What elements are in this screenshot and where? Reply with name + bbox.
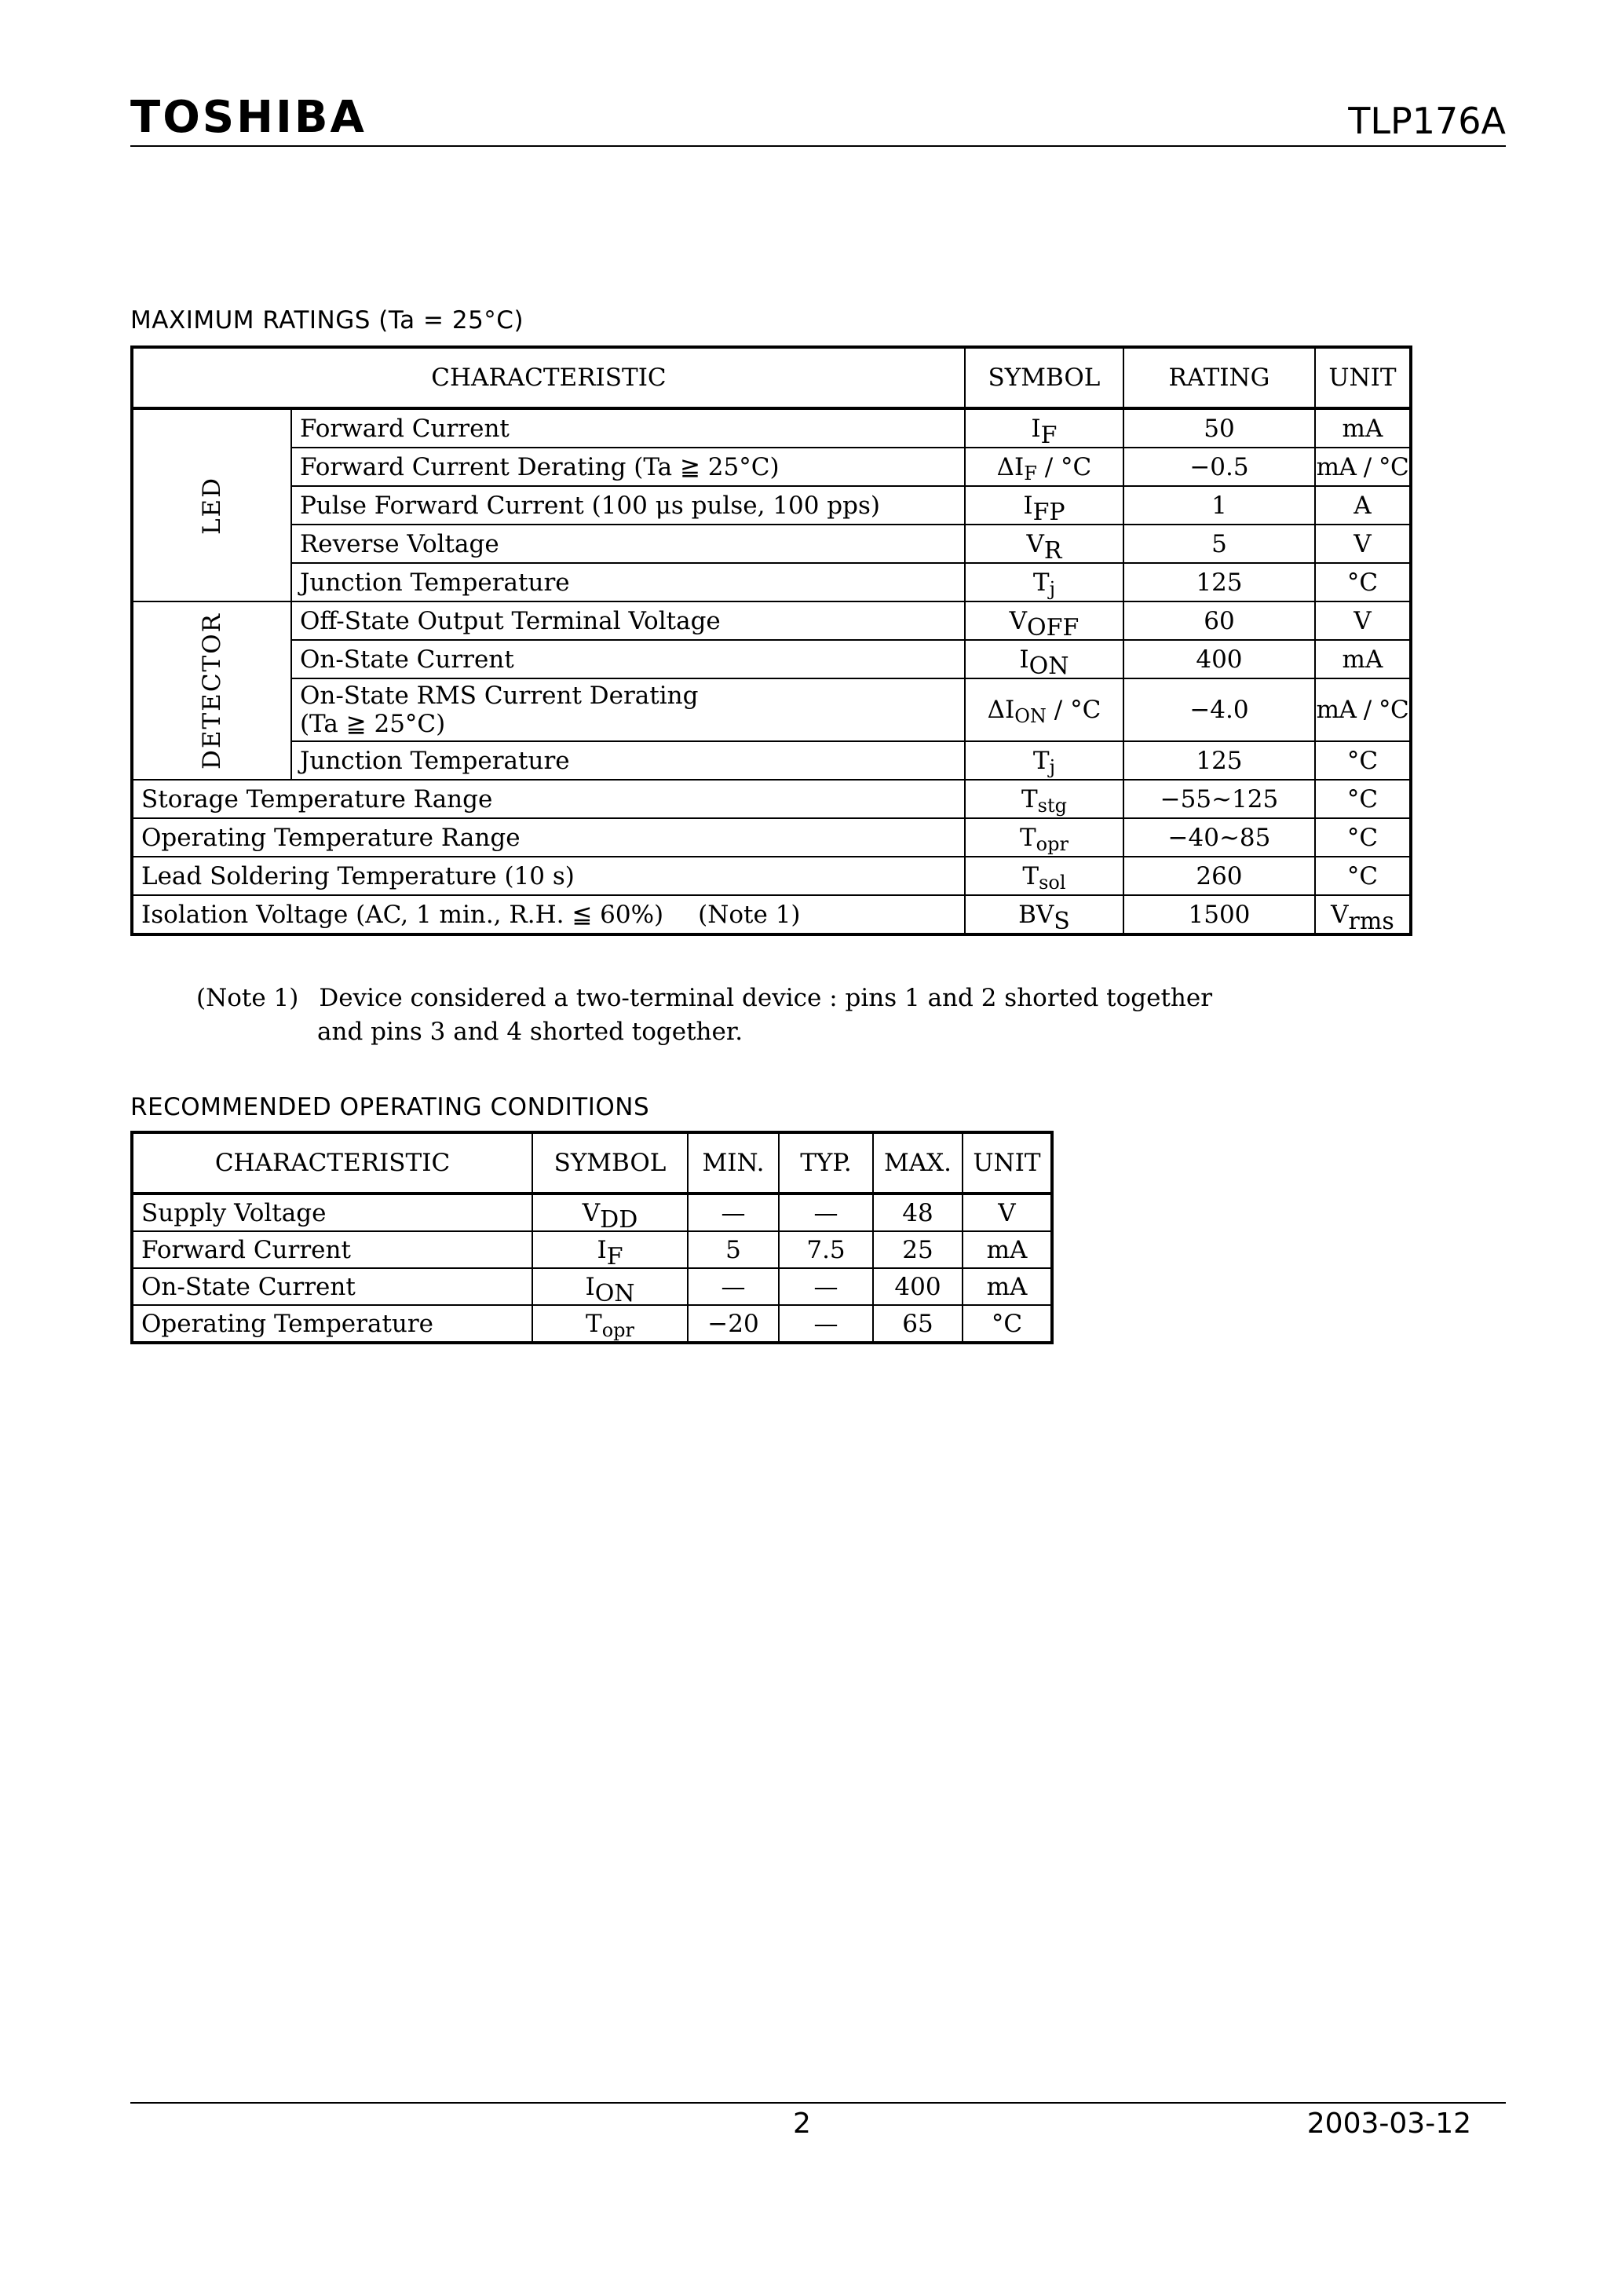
table-row — [132, 857, 1411, 895]
table-row — [132, 486, 1411, 525]
table-row — [132, 448, 1411, 486]
table-row — [132, 678, 1411, 741]
min-cell: −20 — [688, 1305, 779, 1343]
col-symbol: SYMBOL — [965, 347, 1123, 408]
symbol-cell: $\Delta I_F / ^\circ C$ — [965, 448, 1123, 486]
part-number: TLP176A — [1348, 100, 1506, 142]
symbol-cell: $I_{FP}$ — [965, 486, 1123, 525]
rating-cell: 260 — [1123, 857, 1315, 895]
rating-cell: −40~85 — [1123, 818, 1315, 857]
table-header-row — [132, 347, 1411, 408]
table-row — [132, 601, 1411, 640]
rating-cell: −55~125 — [1123, 780, 1315, 818]
char-cell: Junction Temperature — [291, 741, 965, 780]
table-row — [132, 1268, 1052, 1305]
document-date: 2003-03-12 — [1306, 2108, 1471, 2140]
note-label: (Note 1) — [196, 984, 299, 1012]
char-cell: Reverse Voltage — [291, 525, 965, 563]
char-cell: Junction Temperature — [291, 563, 965, 601]
symbol-cell: $T_{opr}$ — [532, 1305, 688, 1343]
symbol-cell: $V_R$ — [965, 525, 1123, 563]
table-row — [132, 818, 1411, 857]
unit-cell: mA — [1315, 640, 1411, 678]
table-row — [132, 1231, 1052, 1268]
rating-cell: 50 — [1123, 408, 1315, 448]
min-cell: 5 — [688, 1231, 779, 1268]
min-cell: — — [688, 1194, 779, 1231]
group-led: LED — [132, 408, 291, 601]
table-row — [132, 525, 1411, 563]
footer-rule — [130, 2102, 1506, 2104]
unit-cell: °C — [1315, 563, 1411, 601]
char-cell: Operating Temperature — [132, 1305, 532, 1343]
char-cell: On-State RMS Current Derating (Ta ≧ 25°C) — [291, 678, 965, 741]
char-cell: Operating Temperature Range — [132, 818, 965, 857]
char-cell: Forward Current — [291, 408, 965, 448]
unit-cell: V — [963, 1194, 1052, 1231]
rating-cell: 125 — [1123, 563, 1315, 601]
char-cell: Isolation Voltage (AC, 1 min., R.H. ≦ 60%) (Note 1) — [132, 895, 965, 934]
char-cell: Forward Current Derating (Ta ≧ 25°C) — [291, 448, 965, 486]
char-cell: Lead Soldering Temperature (10 s) — [132, 857, 965, 895]
char-cell: Forward Current — [132, 1231, 532, 1268]
min-cell: — — [688, 1268, 779, 1305]
page-number: 2 — [793, 2108, 811, 2140]
char-cell: On-State Current — [291, 640, 965, 678]
char-cell: Pulse Forward Current (100 μs pulse, 100 pps) — [291, 486, 965, 525]
table-row — [132, 741, 1411, 780]
typ-cell: — — [779, 1268, 873, 1305]
max-cell: 48 — [873, 1194, 963, 1231]
col-characteristic: CHARACTERISTIC — [132, 347, 965, 408]
rating-cell: −4.0 — [1123, 678, 1315, 741]
unit-cell: mA — [963, 1268, 1052, 1305]
brand-logo: TOSHIBA — [130, 92, 367, 143]
symbol-cell: $I_F$ — [965, 408, 1123, 448]
char-cell: Off-State Output Terminal Voltage — [291, 601, 965, 640]
col-unit: UNIT — [1315, 347, 1411, 408]
symbol-cell: $I_{ON}$ — [532, 1268, 688, 1305]
symbol-cell: $BV_S$ — [965, 895, 1123, 934]
table-row — [132, 1194, 1052, 1231]
unit-cell: mA / °C — [1315, 448, 1411, 486]
rating-cell: 5 — [1123, 525, 1315, 563]
rating-cell: 60 — [1123, 601, 1315, 640]
rec-conditions-title: RECOMMENDED OPERATING CONDITIONS — [130, 1093, 650, 1121]
char-cell: Supply Voltage — [132, 1194, 532, 1231]
unit-cell: °C — [1315, 857, 1411, 895]
unit-cell: mA / °C — [1315, 678, 1411, 741]
max-cell: 65 — [873, 1305, 963, 1343]
note-line2: and pins 3 and 4 shorted together. — [317, 1018, 743, 1046]
rating-cell: −0.5 — [1123, 448, 1315, 486]
note-1 — [196, 982, 1212, 1049]
symbol-cell: $T_{sol}$ — [965, 857, 1123, 895]
col-symbol: SYMBOL — [532, 1132, 688, 1194]
col-rating: RATING — [1123, 347, 1315, 408]
unit-cell: V — [1315, 525, 1411, 563]
col-unit: UNIT — [963, 1132, 1052, 1194]
symbol-cell: $T_{opr}$ — [965, 818, 1123, 857]
max-ratings-table — [130, 345, 1412, 936]
table-row — [132, 780, 1411, 818]
unit-cell: V — [1315, 601, 1411, 640]
col-min: MIN. — [688, 1132, 779, 1194]
note-line1: Device considered a two-terminal device : pins 1 and 2 shorted together — [319, 984, 1213, 1012]
rec-conditions-table — [130, 1131, 1054, 1344]
col-max: MAX. — [873, 1132, 963, 1194]
table-header-row — [132, 1132, 1052, 1194]
char-cell: On-State Current — [132, 1268, 532, 1305]
unit-cell: °C — [1315, 741, 1411, 780]
symbol-cell: $V_{DD}$ — [532, 1194, 688, 1231]
typ-cell: — — [779, 1194, 873, 1231]
rating-cell: 1 — [1123, 486, 1315, 525]
max-cell: 25 — [873, 1231, 963, 1268]
rating-cell: 400 — [1123, 640, 1315, 678]
symbol-cell: $V_{OFF}$ — [965, 601, 1123, 640]
typ-cell: 7.5 — [779, 1231, 873, 1268]
unit-cell: mA — [963, 1231, 1052, 1268]
symbol-cell: $I_{ON}$ — [965, 640, 1123, 678]
typ-cell: — — [779, 1305, 873, 1343]
symbol-cell: $T_j$ — [965, 563, 1123, 601]
symbol-cell: $\Delta I_{ON} / ^\circ C$ — [965, 678, 1123, 741]
table-row — [132, 640, 1411, 678]
rating-cell: 125 — [1123, 741, 1315, 780]
unit-cell: °C — [963, 1305, 1052, 1343]
symbol-cell: $T_{stg}$ — [965, 780, 1123, 818]
rating-cell: 1500 — [1123, 895, 1315, 934]
table-row — [132, 408, 1411, 448]
symbol-cell: $T_j$ — [965, 741, 1123, 780]
char-cell: Storage Temperature Range — [132, 780, 965, 818]
table-row — [132, 1305, 1052, 1343]
max-ratings-title: MAXIMUM RATINGS (Ta = 25°C) — [130, 306, 524, 335]
col-typ: TYP. — [779, 1132, 873, 1194]
max-cell: 400 — [873, 1268, 963, 1305]
table-row — [132, 895, 1411, 934]
unit-cell: mA — [1315, 408, 1411, 448]
unit-cell: $V_{rms}$ — [1315, 895, 1411, 934]
header-rule — [130, 145, 1506, 147]
unit-cell: °C — [1315, 780, 1411, 818]
col-characteristic: CHARACTERISTIC — [132, 1132, 532, 1194]
symbol-cell: $I_F$ — [532, 1231, 688, 1268]
unit-cell: A — [1315, 486, 1411, 525]
unit-cell: °C — [1315, 818, 1411, 857]
table-row — [132, 563, 1411, 601]
note-ref: (Note 1) — [698, 900, 801, 929]
group-detector: DETECTOR — [132, 601, 291, 780]
